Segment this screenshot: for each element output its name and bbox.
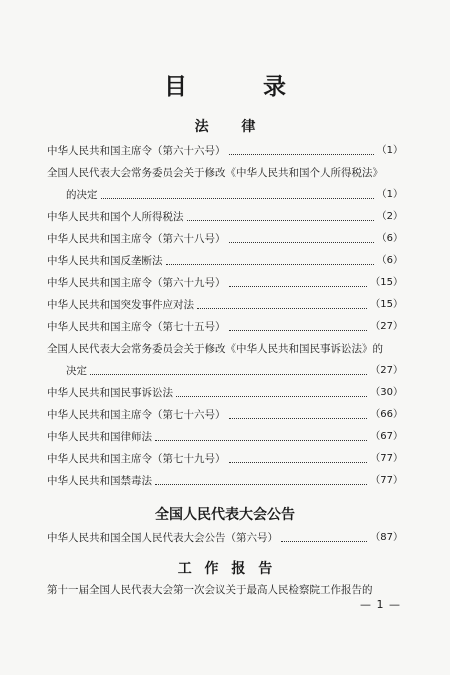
entry-title: 中华人民共和国反垄断法 <box>47 255 163 267</box>
dot-leader <box>176 396 367 397</box>
dot-leader <box>187 220 374 221</box>
entry-title: 中华人民共和国主席令（第七十五号） <box>47 321 226 333</box>
entry-page: （1） <box>376 189 403 200</box>
entry-page: （77） <box>370 475 403 486</box>
entry-page: （2） <box>376 211 403 222</box>
entry-title: 中华人民共和国律师法 <box>47 431 152 443</box>
entry-title: 中华人民共和国主席令（第六十九号） <box>47 277 226 289</box>
toc-entry[interactable] <box>47 317 403 337</box>
toc-entry[interactable] <box>47 163 383 183</box>
entry-page: （27） <box>370 321 403 332</box>
toc-entry[interactable] <box>47 229 403 249</box>
entry-page: （15） <box>370 277 403 288</box>
entry-title: 决定 <box>66 365 87 377</box>
entry-page: （1） <box>376 145 403 156</box>
toc-entry[interactable] <box>47 580 373 600</box>
entry-title: 全国人民代表大会常务委员会关于修改《中华人民共和国民事诉讼法》的 <box>47 343 383 355</box>
dot-leader <box>197 308 367 309</box>
entry-page: （6） <box>376 233 403 244</box>
section-heading-work-report: 工 作 报 告 <box>177 561 277 577</box>
entry-title: 中华人民共和国全国人民代表大会公告（第六号） <box>47 532 278 544</box>
toc-entry[interactable] <box>47 207 403 227</box>
entry-page: （30） <box>370 387 403 398</box>
toc-entry[interactable] <box>47 471 403 491</box>
entry-page: （15） <box>370 299 403 310</box>
entry-page: （6） <box>376 255 403 266</box>
entry-title: 中华人民共和国禁毒法 <box>47 475 152 487</box>
toc-entry[interactable] <box>47 528 403 548</box>
dot-leader <box>90 374 367 375</box>
entry-title: 中华人民共和国个人所得税法 <box>47 211 184 223</box>
entry-page: （77） <box>370 453 403 464</box>
toc-entry[interactable] <box>47 427 403 447</box>
page-folio: — 1 — <box>360 598 401 611</box>
entry-title: 第十一届全国人民代表大会第一次会议关于最高人民检察院工作报告的 <box>47 584 373 596</box>
dot-leader <box>101 198 374 199</box>
dot-leader <box>155 484 367 485</box>
entry-title: 中华人民共和国主席令（第七十六号） <box>47 409 226 421</box>
toc-entry[interactable] <box>47 339 383 359</box>
dot-leader <box>155 440 367 441</box>
toc-entry[interactable] <box>47 405 403 425</box>
entry-title: 中华人民共和国突发事件应对法 <box>47 299 194 311</box>
toc-entry[interactable] <box>47 295 403 315</box>
entry-page: （66） <box>370 409 403 420</box>
dot-leader <box>281 541 367 542</box>
entry-page: （67） <box>370 431 403 442</box>
toc-entry[interactable] <box>47 449 403 469</box>
entry-page: （27） <box>370 365 403 376</box>
section-heading-law: 法 律 <box>194 119 270 135</box>
toc-entry[interactable] <box>47 273 403 293</box>
dot-leader <box>166 264 374 265</box>
toc-entry[interactable] <box>66 361 403 381</box>
toc-entry[interactable] <box>47 251 403 271</box>
entry-title: 中华人民共和国主席令（第六十八号） <box>47 233 226 245</box>
entry-title: 全国人民代表大会常务委员会关于修改《中华人民共和国个人所得税法》 <box>47 167 383 179</box>
section-heading-npc-announcement: 全国人民代表大会公告 <box>155 507 295 523</box>
dot-leader <box>229 418 368 419</box>
dot-leader <box>229 242 374 243</box>
dot-leader <box>229 286 368 287</box>
entry-title: 中华人民共和国主席令（第六十六号） <box>47 145 226 157</box>
dot-leader <box>229 154 374 155</box>
entry-page: （87） <box>370 532 403 543</box>
dot-leader <box>229 462 368 463</box>
dot-leader <box>229 330 368 331</box>
entry-title: 中华人民共和国民事诉讼法 <box>47 387 173 399</box>
page-title: 目 录 <box>163 73 320 100</box>
toc-entry[interactable] <box>47 383 403 403</box>
entry-title: 中华人民共和国主席令（第七十九号） <box>47 453 226 465</box>
toc-entry[interactable] <box>47 141 403 161</box>
entry-title: 的决定 <box>66 189 98 201</box>
toc-entry[interactable] <box>66 185 403 205</box>
